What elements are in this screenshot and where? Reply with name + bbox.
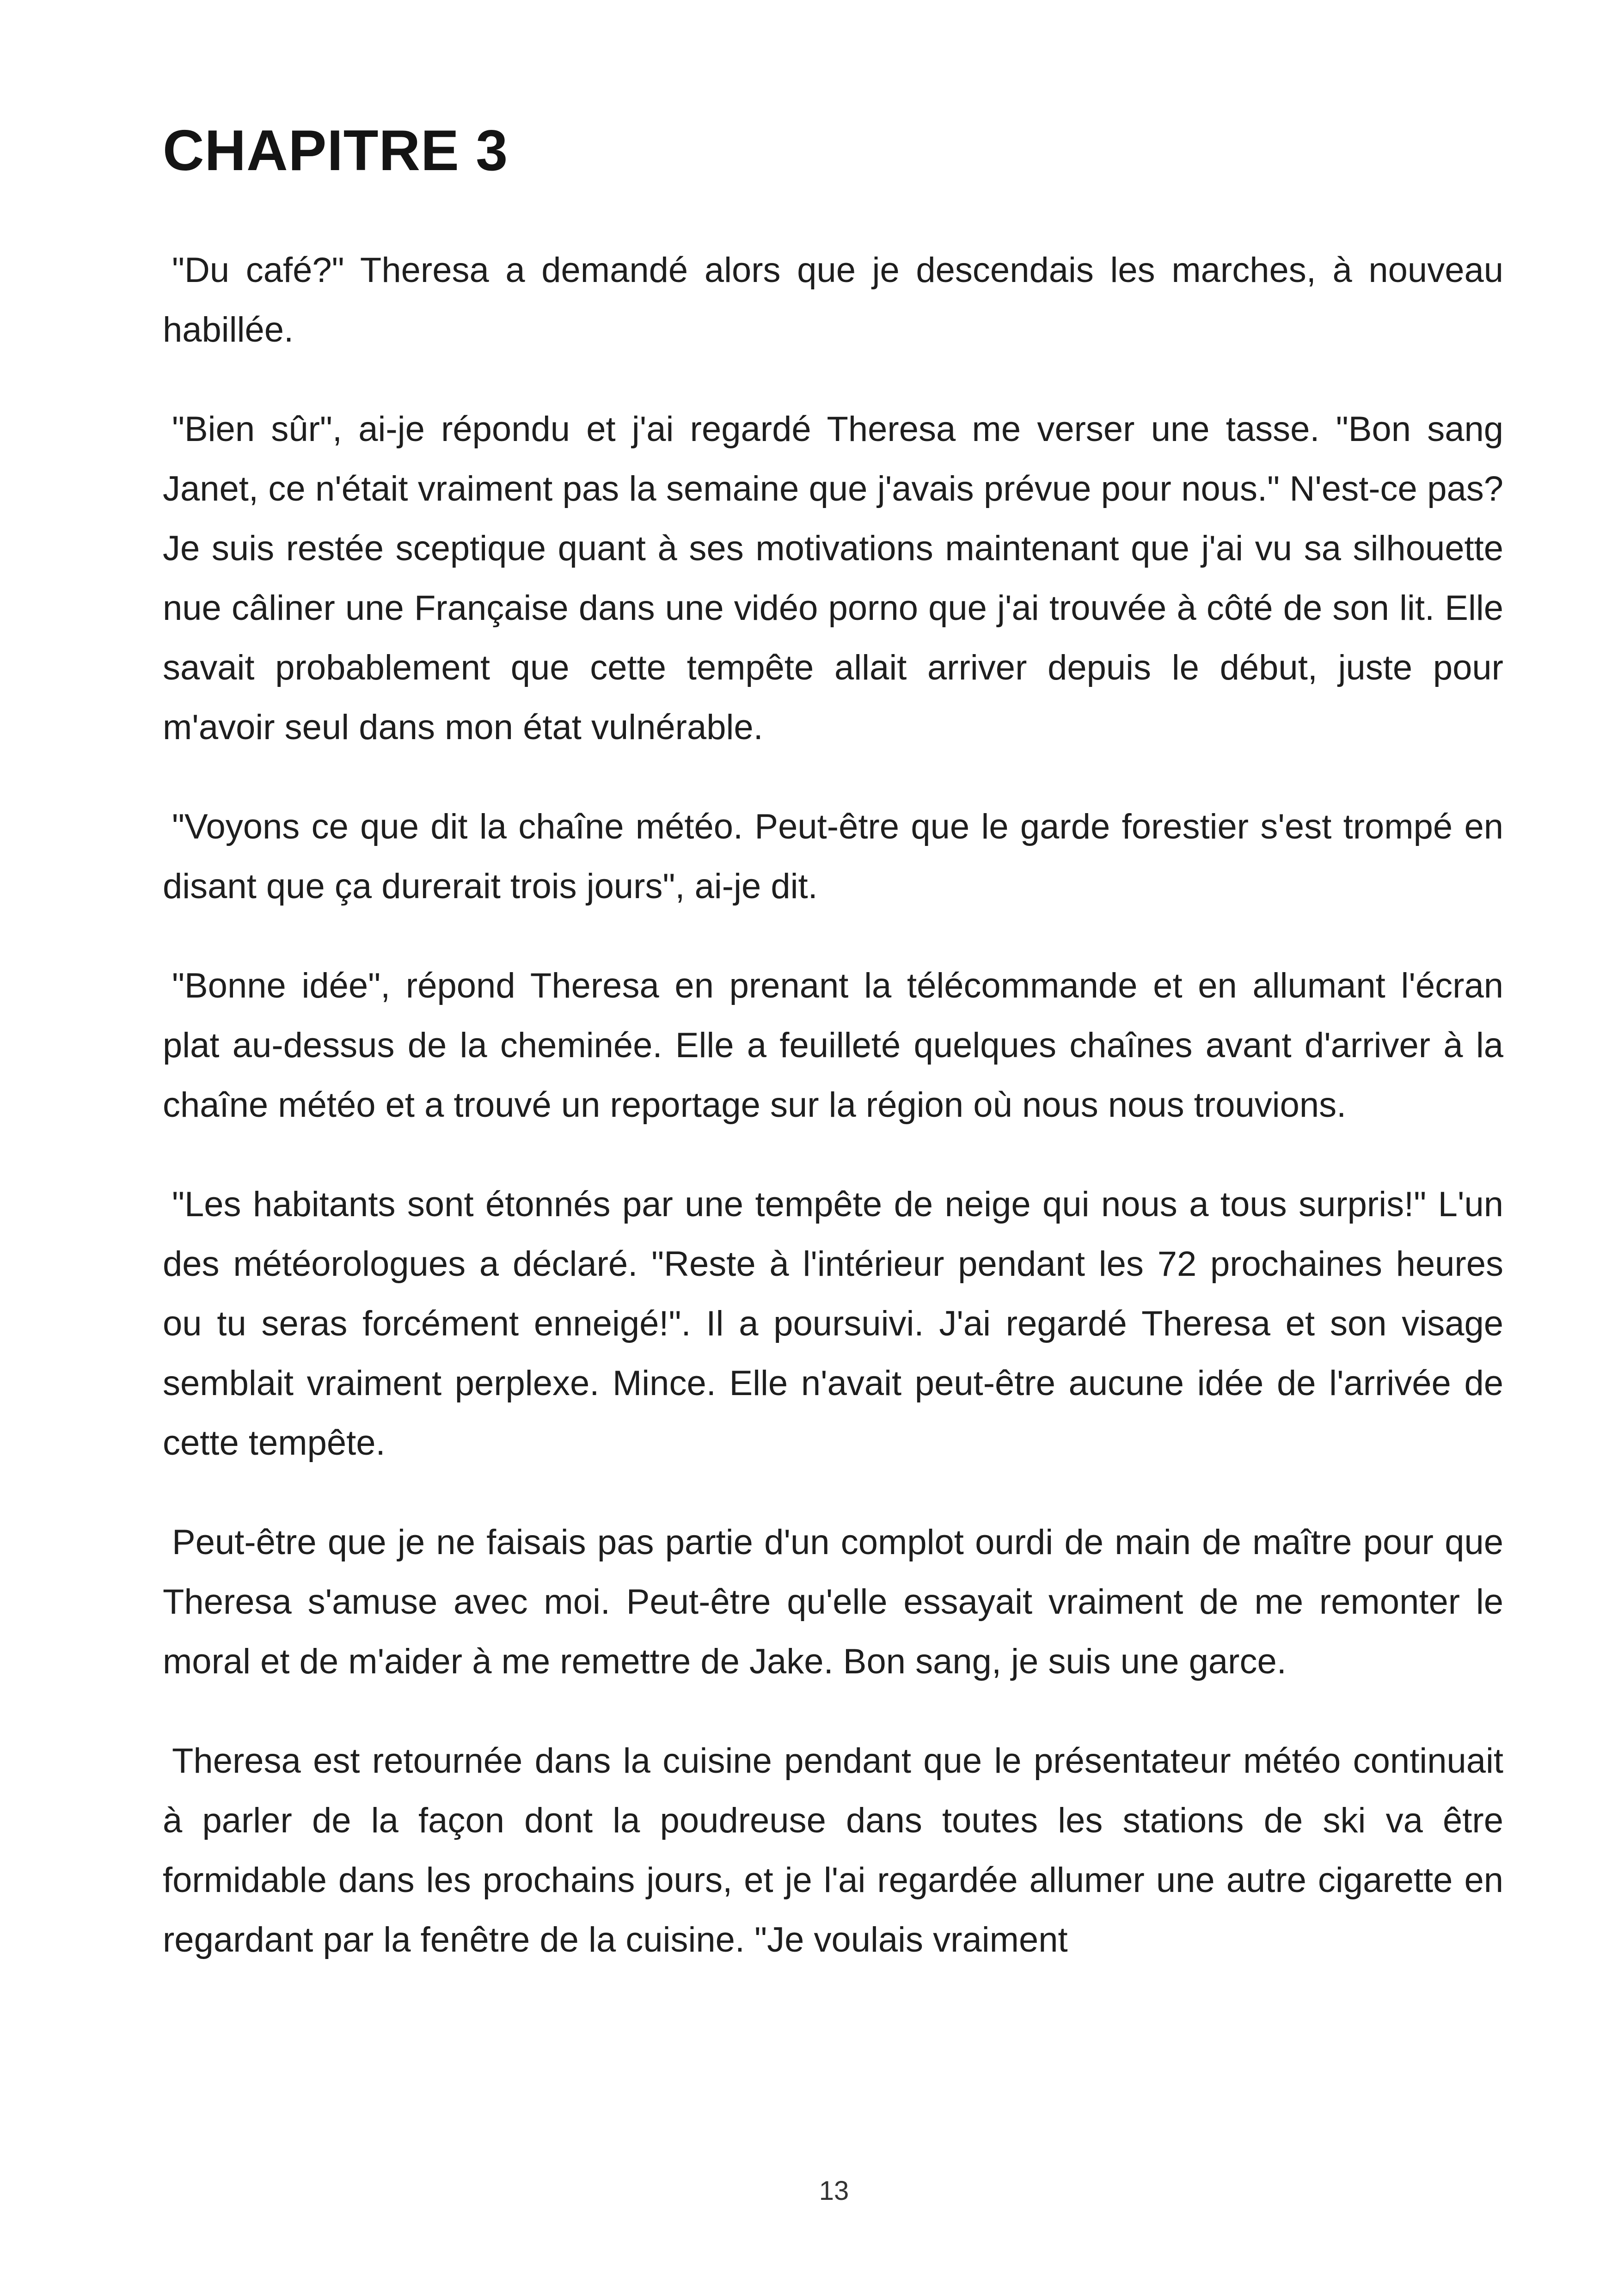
chapter-title: CHAPITRE 3 xyxy=(163,119,509,183)
paragraph: "Les habitants sont étonnés par une tempête de neige qui nous a tous surpris!" L'un des météorologues a déclaré. "Reste à l'intérieur pendant les 72 prochaines heures ou tu seras forcément enneigé!". Il a poursuivi. J'ai regardé Theresa et son visage semblait vraiment perplexe. Mince. Elle n'avait peut-être aucune idée de l'arrivée de cette tempête. xyxy=(163,1185,1503,1463)
page-number: 13 xyxy=(819,2176,849,2206)
paragraph: "Du café?" Theresa a demandé alors que je descendais les marches, à nouveau habillée. xyxy=(163,251,1503,349)
chapter-body xyxy=(163,240,1503,2009)
paragraph: "Voyons ce que dit la chaîne météo. Peut-être que le garde forestier s'est trompé en disant que ça durerait trois jours", ai-je dit. xyxy=(163,807,1503,906)
paragraph: "Bonne idée", répond Theresa en prenant la télécommande et en allumant l'écran plat au-dessus de la cheminée. Elle a feuilleté quelques chaînes avant d'arriver à la chaîne météo et a trouvé un reportage sur la région où nous nous trouvions. xyxy=(163,966,1503,1125)
paragraph: Peut-être que je ne faisais pas partie d'un complot ourdi de main de maître pour que Theresa s'amuse avec moi. Peut-être qu'elle essayait vraiment de me remonter le moral et de m'aider à me remettre de Jake. Bon sang, je suis une garce. xyxy=(163,1523,1503,1681)
paragraph: "Bien sûr", ai-je répondu et j'ai regardé Theresa me verser une tasse. "Bon sang Janet, ce n'était vraiment pas la semaine que j'avais prévue pour nous." N'est-ce pas? Je suis restée sceptique quant à ses motivations maintenant que j'ai vu sa silhouette nue câliner une Française dans une vidéo porno que j'ai trouvée à côté de son lit. Elle savait probablement que cette tempête allait arriver depuis le début, juste pour m'avoir seul dans mon état vulnérable. xyxy=(163,410,1503,747)
paragraph: Theresa est retournée dans la cuisine pendant que le présentateur météo continuait à parler de la façon dont la poudreuse dans toutes les stations de ski va être formidable dans les prochains jours, et je l'ai regardée allumer une autre cigarette en regardant par la fenêtre de la cuisine. "Je voulais vraiment xyxy=(163,1741,1503,1959)
